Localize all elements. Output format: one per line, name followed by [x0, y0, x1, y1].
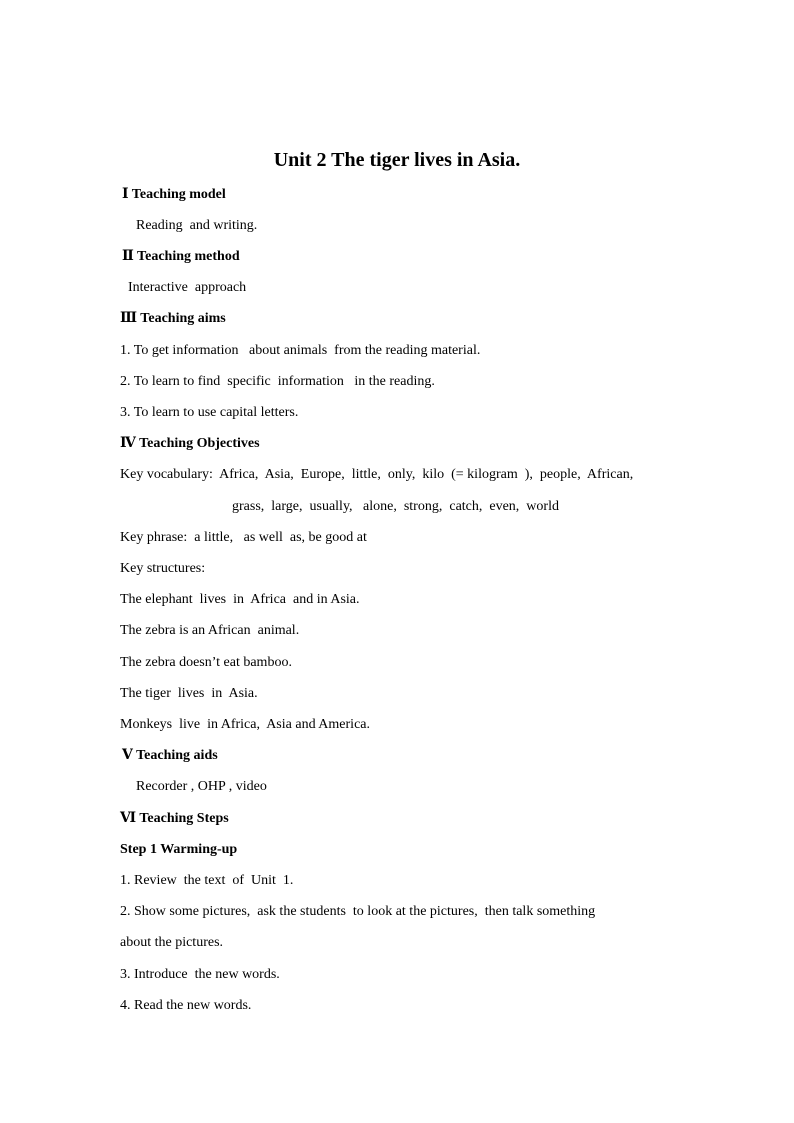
teaching-aids-heading: Ⅴ Teaching aids: [122, 748, 218, 763]
step1-item-continued: about the pictures.: [120, 935, 224, 950]
teaching-objectives-heading: Ⅳ Teaching Objectives: [120, 436, 260, 451]
teaching-method-heading: Ⅱ Teaching method: [122, 249, 240, 264]
key-structures-label: Key structures:: [120, 561, 206, 576]
step1-item: 1. Review the text of Unit 1.: [120, 873, 294, 888]
key-vocabulary-line-1: Key vocabulary: Africa, Asia, Europe, little, only, kilo (= kilogram ), people, African,: [120, 467, 634, 482]
teaching-aids-text: Recorder , OHP , video: [136, 779, 267, 794]
teaching-method-text: Interactive approach: [128, 280, 247, 295]
aim-item: 2. To learn to find specific information in the reading.: [120, 374, 435, 389]
key-vocabulary-line-2: grass, large, usually, alone, strong, catch, even, world: [232, 499, 559, 514]
teaching-steps-heading: Ⅵ Teaching Steps: [120, 811, 229, 826]
step1-item: 3. Introduce the new words.: [120, 967, 280, 982]
teaching-model-heading: Ⅰ Teaching model: [122, 187, 226, 202]
structure-item: Monkeys live in Africa, Asia and America.: [120, 717, 370, 732]
structure-item: The zebra doesn’t eat bamboo.: [120, 655, 292, 670]
step1-item: 4. Read the new words.: [120, 998, 252, 1013]
document-title: Unit 2 The tiger lives in Asia.: [273, 149, 521, 171]
key-phrase: Key phrase: a little, as well as, be good at: [120, 530, 367, 545]
teaching-aims-heading: Ⅲ Teaching aims: [120, 311, 226, 326]
step1-heading: Step 1 Warming-up: [120, 842, 238, 857]
structure-item: The tiger lives in Asia.: [120, 686, 258, 701]
structure-item: The elephant lives in Africa and in Asia.: [120, 592, 360, 607]
aim-item: 1. To get information about animals from the reading material.: [120, 343, 481, 358]
step1-item: 2. Show some pictures, ask the students to look at the pictures, then talk something: [120, 904, 596, 919]
structure-item: The zebra is an African animal.: [120, 623, 300, 638]
teaching-model-text: Reading and writing.: [136, 218, 258, 233]
aim-item: 3. To learn to use capital letters.: [120, 405, 299, 420]
